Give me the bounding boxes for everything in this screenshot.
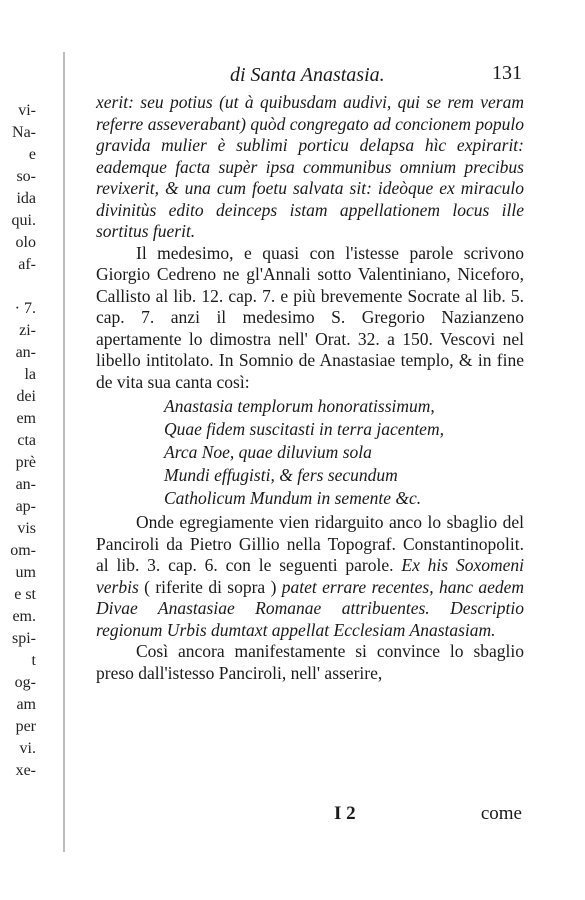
verse-line: Anastasia templorum honoratissimum, — [164, 396, 435, 416]
margin-fragment: om- — [10, 542, 36, 559]
main-text — [96, 92, 524, 684]
margin-fragment: em — [16, 410, 36, 427]
signature-mark: I 2 — [334, 803, 356, 824]
paragraph-panciroli — [96, 512, 524, 641]
margin-fragment: am — [16, 696, 36, 713]
latin-quote-a: Ex his Soxomeni verbis — [96, 555, 524, 597]
verse-line: Arca Noe, quae diluvium sola — [164, 442, 372, 462]
margin-fragment: · 7. — [14, 300, 36, 317]
margin-fragment: olo — [15, 234, 36, 251]
verse-block — [164, 395, 524, 510]
margin-fragment: t — [31, 652, 36, 669]
paragraph-cedreno: Il medesimo, e quasi con l'istesse parole scrivono Giorgio Cedreno ne gl'Annali sotto Valentiniano, Niceforo, Callisto al lib. 12. cap. 7. e più brevemente Socrate al lib. 5. cap. 7. anzi il medesimo S. Gregorio Nazianzeno apertamente lo dimostra nell' Orat. 32. a 150. Vescovi nel libello intitolato. In Somnio de Anastasiae templo, & in fine de vita sua canta così: — [96, 242, 524, 392]
margin-fragment: qui. — [11, 212, 36, 229]
page-number: 131 — [492, 62, 522, 84]
margin-fragment: em. — [12, 608, 36, 625]
margin-fragment: dei — [16, 388, 36, 405]
margin-fragment: so- — [16, 168, 36, 185]
margin-fragment: ida — [16, 190, 36, 207]
margin-fragment: per — [15, 718, 36, 735]
latin-quote-b: patet errare recentes, hanc aedem Divae Anastasiae Romanae attribuentes. Descriptio regionum Urbis dumtaxt appellat Ecclesiam Anastasiam. — [96, 576, 525, 640]
paragraph-conclusion: Così ancora manifestamente si convince lo sbaglio preso dall'istesso Panciroli, nell' asserire, — [96, 641, 524, 683]
margin-fragment: e — [28, 146, 36, 163]
verse-line: Catholicum Mundum in semente &c. — [164, 488, 422, 508]
margin-fragment: xe- — [15, 762, 36, 779]
margin-fragment: vis — [17, 520, 36, 537]
margin-fragment: an- — [15, 476, 36, 493]
margin-fragment: ap- — [15, 498, 36, 515]
page-header — [94, 64, 522, 90]
margin-fragment: spi- — [12, 630, 36, 647]
adjacent-page-margin — [0, 100, 36, 782]
margin-fragment: la — [24, 366, 36, 383]
margin-fragment: og- — [14, 674, 36, 691]
margin-fragment: prè — [15, 454, 36, 471]
catchword: come — [480, 803, 522, 824]
aside-note: ( riferite di sopra ) — [144, 576, 277, 597]
margin-fragment: e st — [14, 586, 36, 603]
margin-fragment: vi- — [18, 102, 36, 119]
verse-line: Mundi effugisti, & fers secundum — [164, 465, 398, 485]
verse-line: Quae fidem suscitasti in terra jacentem, — [164, 419, 444, 439]
margin-fragment: um — [15, 564, 36, 581]
margin-fragment: zi- — [19, 322, 36, 339]
gutter-shadow — [63, 52, 65, 852]
page-footer — [96, 803, 522, 829]
margin-fragment: an- — [15, 344, 36, 361]
margin-fragment — [0, 276, 36, 298]
latin-passage: xerit: seu potius (ut à quibusdam audivi, qui se rem veram referre asseverabant) quòd congregato ad concionem populo gravida mulier è sublimi porticu delapsa hìc expirarit: eademque facta supèr ipsa communibus omnium precibus revixerit, & una cum foetu salvata sit: ideòque ex miraculo divinitùs edito deinceps istam appellationem locus ille sortitus fuerit. — [96, 92, 524, 241]
margin-fragment: cta — [17, 432, 36, 449]
margin-fragment: vi. — [19, 740, 36, 757]
margin-fragment: Na- — [12, 124, 36, 141]
margin-fragment: af- — [18, 256, 36, 273]
running-head: di Santa Anastasia. — [230, 64, 385, 86]
italian-text: Onde egregiamente vien ridarguito anco lo sbaglio del Panciroli da Pietro Gillio nella Topograf. Constantinopolit. al lib. 3. cap. 6. con le seguenti parole. — [96, 512, 524, 575]
